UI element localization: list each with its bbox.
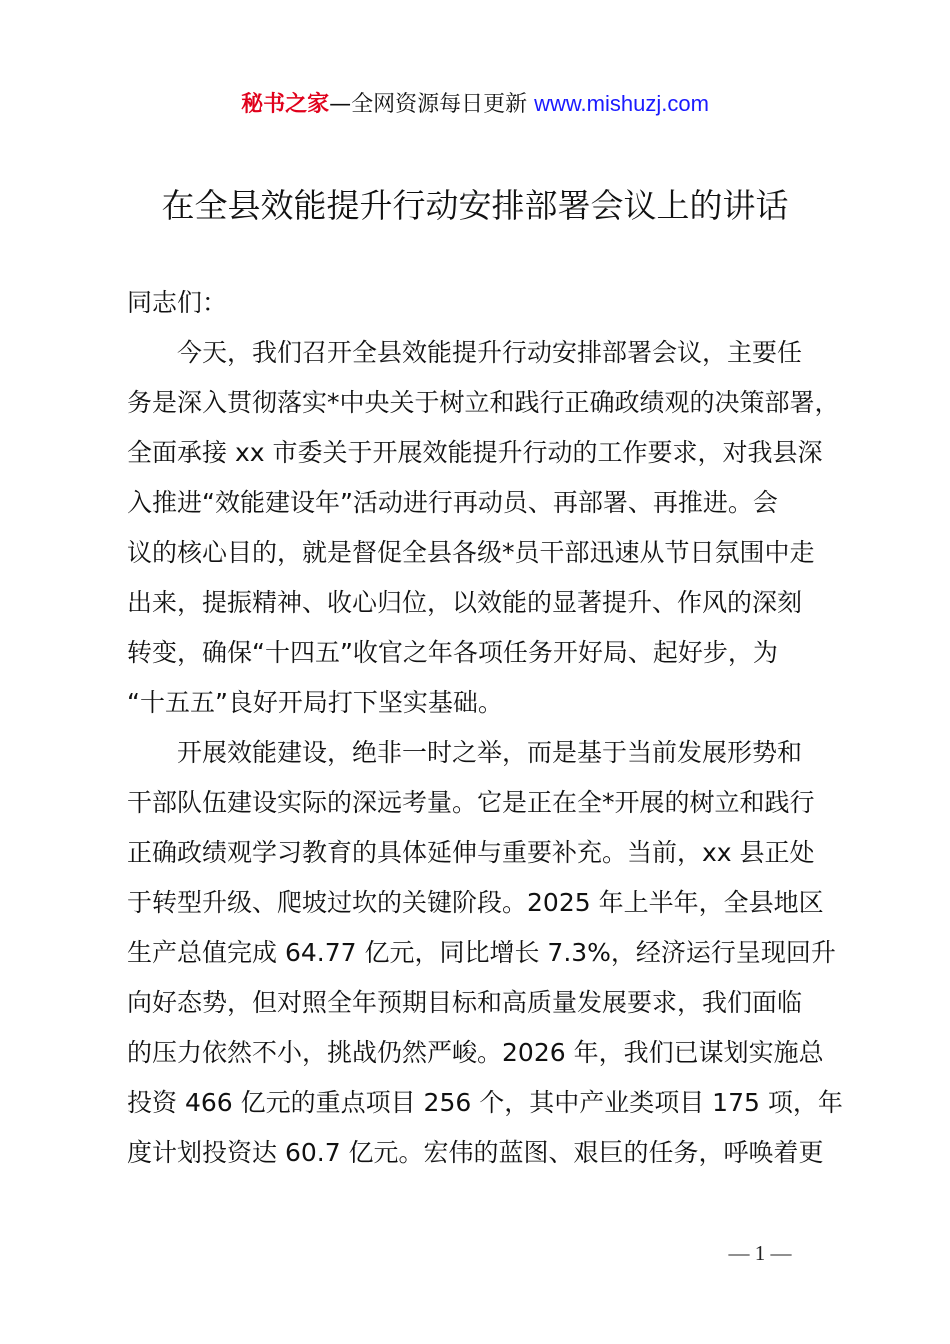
paragraph-line: 开展效能建设，绝非一时之举，而是基于当前发展形势和 [127, 738, 803, 767]
site-slogan: —全网资源每日更新 [329, 92, 528, 117]
paragraph-line: 投资 466 亿元的重点项目 256 个，其中产业类项目 175 项，年 [127, 1088, 843, 1117]
paragraph-line: “十五五”良好开局打下坚实基础。 [127, 688, 503, 717]
paragraph-line: 干部队伍建设实际的深远考量。它是正在全*开展的树立和践行 [127, 788, 815, 817]
paragraph-line: 务是深入贯彻落实*中央关于树立和践行正确政绩观的决策部署， [127, 388, 840, 417]
paragraph-line: 度计划投资达 60.7 亿元。宏伟的蓝图、艰巨的任务，呼唤着更 [127, 1138, 824, 1167]
paragraph-line: 今天，我们召开全县效能提升行动安排部署会议，主要任 [127, 338, 803, 367]
paragraph-line: 向好态势，但对照全年预期目标和高质量发展要求，我们面临 [127, 988, 803, 1017]
paragraph-line: 转变，确保“十四五”收官之年各项任务开好局、起好步，为 [127, 638, 778, 667]
paragraph-line: 于转型升级、爬坡过坎的关键阶段。2025 年上半年，全县地区 [127, 888, 824, 917]
document-body [127, 278, 843, 1178]
paragraph-line: 入推进“效能建设年”活动进行再动员、再部署、再推进。会 [127, 488, 778, 517]
site-header [0, 88, 950, 121]
paragraph-line: 全面承接 xx 市委关于开展效能提升行动的工作要求，对我县深 [127, 438, 823, 467]
paragraph-line: 生产总值完成 64.77 亿元，同比增长 7.3%，经济运行呈现回升 [127, 938, 836, 967]
paragraph-line: 的压力依然不小，挑战仍然严峻。2026 年，我们已谋划实施总 [127, 1038, 824, 1067]
paragraph-line: 正确政绩观学习教育的具体延伸与重要补充。当前，xx 县正处 [127, 838, 815, 867]
salutation-line: 同志们： [127, 288, 228, 317]
site-url-link[interactable]: www.mishuzj.com [534, 91, 709, 116]
document-title: 在全县效能提升行动安排部署会议上的讲话 [161, 186, 789, 225]
page-number: — 1 — [728, 1241, 792, 1265]
site-brand: 秘书之家 [241, 92, 330, 117]
paragraph-line: 议的核心目的，就是督促全县各级*员干部迅速从节日氛围中走 [127, 538, 815, 567]
paragraph-line: 出来，提振精神、收心归位，以效能的显著提升、作风的深刻 [127, 588, 803, 617]
